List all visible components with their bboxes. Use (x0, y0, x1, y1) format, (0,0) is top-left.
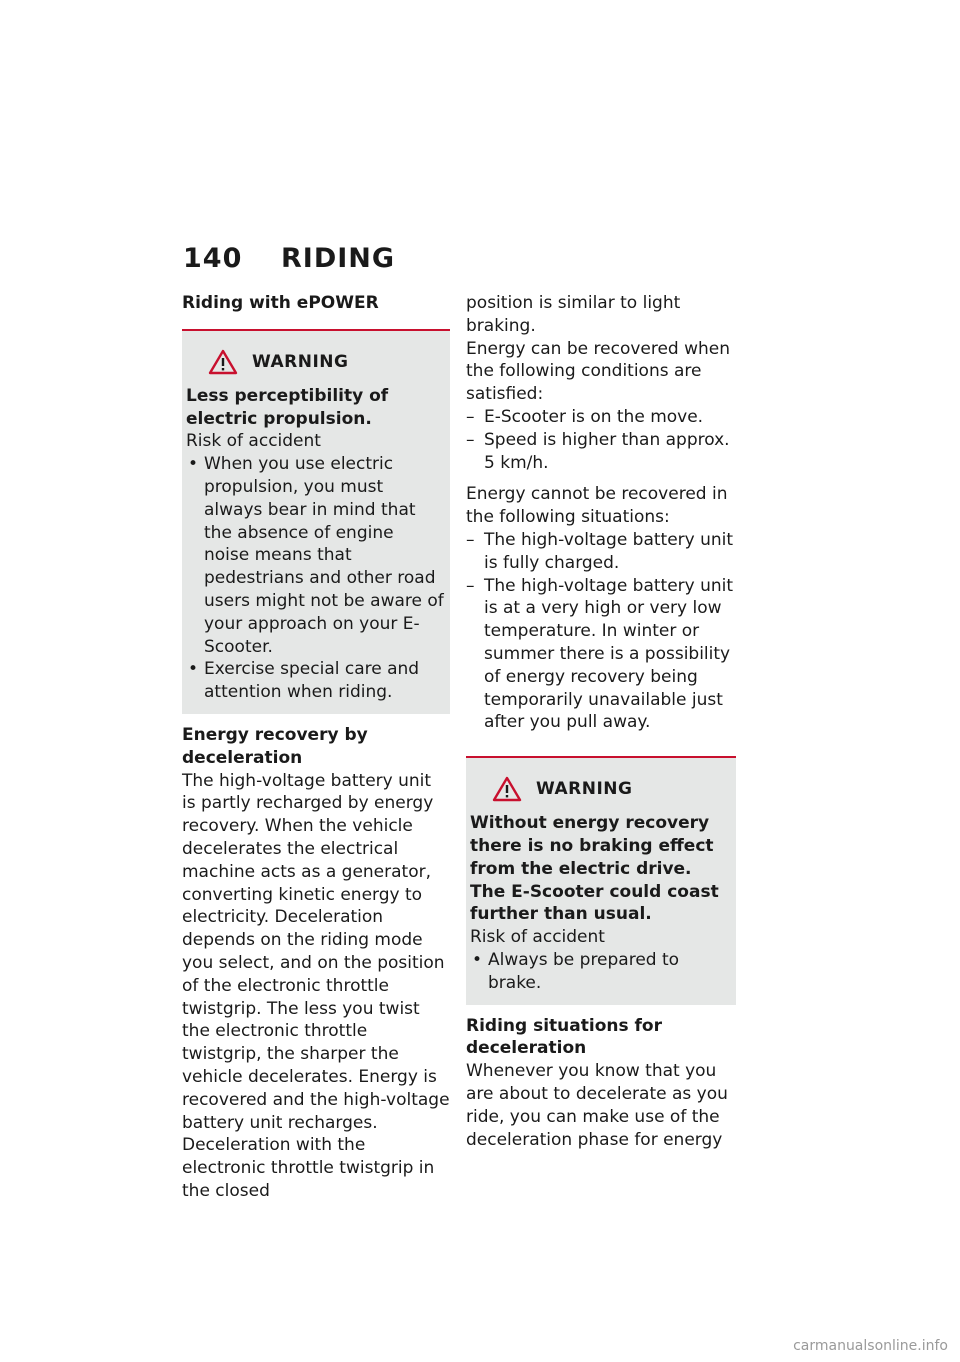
warning-bullet-list (470, 949, 730, 995)
warning-triangle-icon (208, 349, 238, 375)
no-recovery-list (466, 529, 736, 734)
section-title: RIDING (281, 243, 396, 274)
paragraph-energy-recovery: The high-voltage battery unit is partly recharged by energy recovery. When the vehicle decelerates the electrical machine acts as a generator, converting kinetic energy to electricity. Deceleration depends on the riding mode you select, and on the position of the electronic throttle twistgrip. The less you twist the electronic throttle twistgrip, the sharper the vehicle decelerates. Energy is recovered and the high-voltage battery unit recharges. Deceleration with the electronic throttle twistgrip in the closed (182, 770, 450, 1201)
warning-risk: Risk of accident (470, 927, 605, 948)
page-number: 140 (183, 243, 243, 274)
warning-label: WARNING (536, 779, 633, 800)
no-recovery-item: – The high-voltage battery unit is at a very high or very low temperature. In winter or summer there is a possibility of energy recovery being temporarily unavailable just after you pull away. (466, 575, 736, 735)
paragraph-riding-situations: Whenever you know that you are about to decelerate as you ride, you can make use of the deceleration phase for energy (466, 1061, 728, 1150)
warning-risk: Risk of accident (186, 431, 321, 452)
warning-title (208, 349, 444, 375)
paragraph-no-recovery: Energy cannot be recovered in the following situations: (466, 484, 728, 528)
warning-bullet: • Exercise special care and attention when riding. (186, 658, 444, 704)
watermark: carmanualsonline.info (793, 1338, 948, 1354)
warning-bullet-list (186, 453, 444, 704)
right-column (466, 292, 736, 1151)
paragraph-conditions: Energy can be recovered when the following conditions are satisfied: (466, 338, 731, 405)
heading-riding-epower: Riding with ePOWER (182, 293, 379, 313)
paragraph-continued: position is similar to light braking. (466, 293, 681, 336)
heading-riding-situations: Riding situations for deceleration (466, 1015, 662, 1059)
heading-energy-recovery: Energy recovery by deceleration (182, 724, 368, 768)
no-recovery-item: – The high-voltage battery unit is fully charged. (466, 529, 736, 575)
condition-item: – Speed is higher than approx. 5 km/h. (466, 429, 736, 475)
left-column (182, 292, 450, 1203)
warning-label: WARNING (252, 351, 349, 372)
warning-box-braking (466, 756, 736, 1004)
conditions-list (466, 406, 736, 474)
condition-item: – E-Scooter is on the move. (466, 406, 736, 429)
warning-bullet: • Always be prepared to brake. (470, 949, 730, 995)
warning-bullet: • When you use electric propulsion, you must always bear in mind that the absence of engine noise means that pedestrians and other road users might not be aware of your approach on your E-Scooter. (186, 453, 444, 658)
warning-title (492, 776, 730, 802)
warning-triangle-icon (492, 776, 522, 802)
warning-box-propulsion (182, 329, 450, 714)
warning-headline: Less perceptibility of electric propulsion. (186, 385, 389, 429)
warning-headline: Without energy recovery there is no braking effect from the electric drive. The E-Scooter could coast further than usual. (470, 813, 719, 925)
page-header (183, 243, 395, 274)
